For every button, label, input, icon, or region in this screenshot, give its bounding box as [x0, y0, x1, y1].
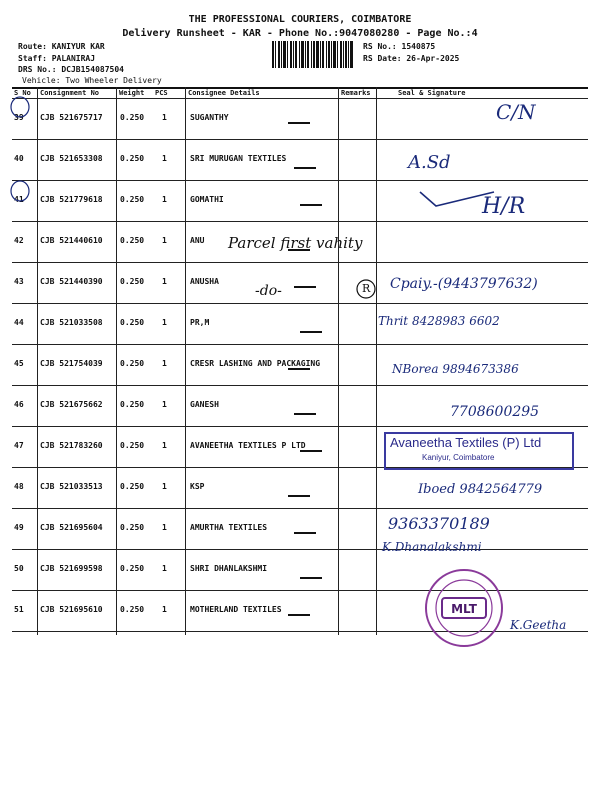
cell-sno: 49 — [14, 523, 24, 532]
signature-50: K.Dhanalakshmi — [382, 540, 482, 554]
delivery-tick-mark — [294, 532, 316, 534]
cell-sno: 44 — [14, 318, 24, 327]
seal-center-text: MLT — [451, 602, 477, 616]
cell-pcs: 1 — [162, 277, 167, 286]
signature-51: K.Geetha — [510, 618, 567, 632]
delivery-tick-mark — [300, 331, 322, 333]
cell-pcs: 1 — [162, 400, 167, 409]
delivery-tick-mark — [300, 450, 322, 452]
cell-pcs: 1 — [162, 482, 167, 491]
cell-weight: 0.250 — [120, 154, 145, 163]
cell-weight: 0.250 — [120, 564, 145, 573]
cell-sno: 47 — [14, 441, 24, 450]
vehicle-label: Vehicle: Two Wheeler Delivery — [22, 76, 162, 85]
table-row — [12, 139, 588, 180]
runsheet-subtitle: Delivery Runsheet - KAR - Phone No.:9047080280 - Page No.:4 — [122, 28, 478, 39]
cell-consignee: CRESR LASHING AND PACKAGING — [190, 359, 321, 368]
cell-consignee: PR,M — [190, 318, 210, 327]
runsheet-table — [12, 87, 588, 635]
signature-40: A.Sd — [408, 152, 451, 173]
cell-weight: 0.250 — [120, 277, 145, 286]
signature-45: NBorea 9894673386 — [392, 362, 519, 376]
cell-consignment: CJB 521699598 — [40, 564, 103, 573]
cell-consignee: AVANEETHA TEXTILES P LTD — [190, 441, 306, 450]
barcode — [272, 41, 354, 68]
signature-44: Thrit 8428983 6602 — [378, 314, 500, 328]
col-header-signature: Seal & Signature — [398, 89, 466, 97]
cell-consignment: CJB 521779618 — [40, 195, 103, 204]
col-header-sno: S No — [14, 89, 31, 97]
signature-48: Iboed 9842564779 — [418, 482, 543, 497]
signature-41: H/R — [482, 194, 526, 219]
cell-pcs: 1 — [162, 523, 167, 532]
cell-consignee: AMURTHA TEXTILES — [190, 523, 268, 532]
delivery-tick-mark — [288, 495, 310, 497]
delivery-tick-mark — [294, 167, 316, 169]
cell-consignee: MOTHERLAND TEXTILES — [190, 605, 282, 614]
cell-consignee: GANESH — [190, 400, 219, 409]
cell-consignment: CJB 521440390 — [40, 277, 103, 286]
cell-pcs: 1 — [162, 605, 167, 614]
cell-consignee: ANU — [190, 236, 205, 245]
cell-weight: 0.250 — [120, 523, 145, 532]
signature-43: Cpaiy.-(9443797632) — [390, 276, 538, 292]
drs-number: DRS No.: DCJB154087504 — [18, 65, 124, 74]
signature-46: 7708600295 — [450, 404, 540, 420]
cell-consignee: SUGANTHY — [190, 113, 229, 122]
table-row — [12, 508, 588, 549]
delivery-tick-mark — [300, 577, 322, 579]
row-circle-marks — [12, 87, 42, 207]
cell-weight: 0.250 — [120, 195, 145, 204]
company-title: THE PROFESSIONAL COURIERS, COIMBATORE — [188, 14, 412, 25]
cell-weight: 0.250 — [120, 359, 145, 368]
col-header-weight: Weight — [119, 89, 145, 97]
cell-sno: 42 — [14, 236, 24, 245]
stamp-subtitle: Kaniyur, Coimbatore — [422, 453, 495, 462]
cell-consignment: CJB 521033508 — [40, 318, 103, 327]
cell-consignment: CJB 521440610 — [40, 236, 103, 245]
cell-consignment: CJB 521695610 — [40, 605, 103, 614]
signature-49: 9363370189 — [388, 514, 490, 533]
cell-sno: 40 — [14, 154, 24, 163]
company-stamp — [384, 432, 574, 470]
cell-consignment: CJB 521754039 — [40, 359, 103, 368]
circle-mark-41 — [11, 181, 29, 201]
delivery-tick-mark — [300, 204, 322, 206]
cell-consignment: CJB 521033513 — [40, 482, 103, 491]
cell-consignee: SHRI DHANLAKSHMI — [190, 564, 268, 573]
cell-sno: 50 — [14, 564, 24, 573]
cell-consignee: SRI MURUGAN TEXTILES — [190, 154, 287, 163]
cell-weight: 0.250 — [120, 482, 145, 491]
signature-39: C/N — [496, 100, 536, 124]
cell-consignment: CJB 521675662 — [40, 400, 103, 409]
cell-sno: 46 — [14, 400, 24, 409]
cell-weight: 0.250 — [120, 113, 145, 122]
cell-weight: 0.250 — [120, 605, 145, 614]
cell-pcs: 1 — [162, 236, 167, 245]
seal-stamp — [424, 568, 504, 648]
cell-pcs: 1 — [162, 564, 167, 573]
table-row — [12, 303, 588, 344]
col-header-pcs: PCS — [155, 89, 168, 97]
cell-consignment: CJB 521783260 — [40, 441, 103, 450]
cell-sno: 48 — [14, 482, 24, 491]
cell-weight: 0.250 — [120, 441, 145, 450]
cell-sno: 45 — [14, 359, 24, 368]
delivery-tick-mark — [288, 368, 310, 370]
cell-pcs: 1 — [162, 154, 167, 163]
col-header-consignee: Consignee Details — [188, 89, 260, 97]
cell-sno: 51 — [14, 605, 24, 614]
rs-number: RS No.: 1540875 — [363, 42, 436, 51]
cell-pcs: 1 — [162, 359, 167, 368]
cell-weight: 0.250 — [120, 400, 145, 409]
cell-pcs: 1 — [162, 113, 167, 122]
rs-date: RS Date: 26-Apr-2025 — [363, 54, 460, 63]
cell-pcs: 1 — [162, 318, 167, 327]
cell-pcs: 1 — [162, 195, 167, 204]
cell-consignee: KSP — [190, 482, 205, 491]
cell-sno: 39 — [14, 113, 24, 122]
delivery-tick-mark — [288, 614, 310, 616]
delivery-tick-mark — [294, 286, 316, 288]
cell-consignment: CJB 521695604 — [40, 523, 103, 532]
cell-sno: 43 — [14, 277, 24, 286]
col-header-remarks: Remarks — [341, 89, 371, 97]
cell-consignee: ANUSHA — [190, 277, 219, 286]
stamp-title: Avaneetha Textiles (P) Ltd — [390, 435, 542, 450]
delivery-tick-mark — [294, 413, 316, 415]
cell-pcs: 1 — [162, 441, 167, 450]
handwritten-note-42: Parcel first vahity — [228, 234, 363, 252]
handwritten-note-43: -do- — [255, 283, 282, 299]
col-header-consignment: Consignment No — [40, 89, 100, 97]
cell-consignment: CJB 521675717 — [40, 113, 103, 122]
cell-consignment: CJB 521653308 — [40, 154, 103, 163]
delivery-tick-mark — [288, 122, 310, 124]
cell-sno: 41 — [14, 195, 24, 204]
staff-label: Staff: PALANIRAJ — [18, 54, 96, 63]
cell-weight: 0.250 — [120, 318, 145, 327]
circle-mark-39 — [11, 97, 29, 117]
cell-consignee: GOMATHI — [190, 195, 224, 204]
route-label: Route: KANIYUR KAR — [18, 42, 105, 51]
cell-weight: 0.250 — [120, 236, 145, 245]
remark-43: R — [362, 282, 371, 295]
